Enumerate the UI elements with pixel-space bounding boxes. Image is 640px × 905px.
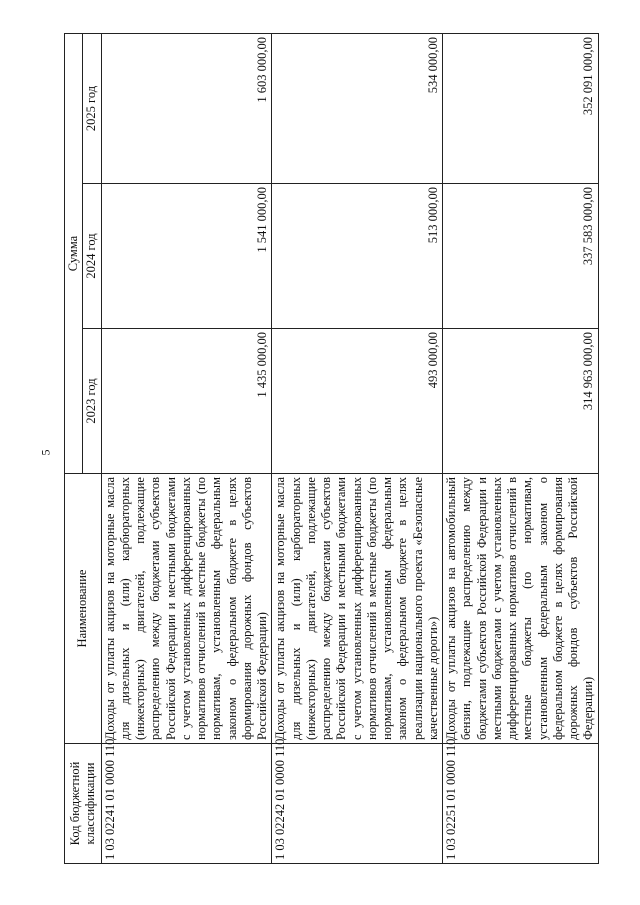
page-number: 5 <box>38 449 53 456</box>
row-code: 1 03 02241 01 0000 110 <box>101 744 272 864</box>
row-amount-2024: 513 000,00 <box>272 184 443 329</box>
header-code: Код бюджетной классификации <box>65 744 102 864</box>
row-amount-2025: 534 000,00 <box>272 33 443 183</box>
header-year-2023: 2023 год <box>83 329 101 474</box>
header-sum: Сумма <box>65 33 83 473</box>
table-row <box>272 33 443 863</box>
row-code: 1 03 02242 01 0000 110 <box>272 744 443 864</box>
row-amount-2023: 314 963 000,00 <box>443 329 599 474</box>
header-year-2025: 2025 год <box>83 33 101 183</box>
table-row <box>443 33 599 863</box>
row-amount-2025: 352 091 000,00 <box>443 33 599 183</box>
rotated-page <box>64 34 596 864</box>
row-amount-2023: 1 435 000,00 <box>101 329 272 474</box>
header-year-2024: 2024 год <box>83 184 101 329</box>
row-amount-2023: 493 000,00 <box>272 329 443 474</box>
budget-table <box>64 33 599 864</box>
row-amount-2025: 1 603 000,00 <box>101 33 272 183</box>
row-name: Доходы от уплаты акцизов на моторные масла для дизельных и (или) карбюраторных (инжекторных) двигателей, подлежащие распределению между бюджетами субъектов Российской Федерации и местными бюджетами с учетом установленных дифференцированных нормативов отчислений в местные бюджеты (по нормативам, установленным федеральным законом о федеральном бюджете в целях формирования дорожных фондов субъектов Российской Федерации) <box>101 474 272 744</box>
table-row <box>101 33 272 863</box>
row-code: 1 03 02251 01 0000 110 <box>443 744 599 864</box>
header-name: Наименование <box>65 474 102 744</box>
header-row <box>65 33 83 863</box>
row-amount-2024: 1 541 000,00 <box>101 184 272 329</box>
row-name: Доходы от уплаты акцизов на моторные масла для дизельных и (или) карбюраторных (инжекторных) двигателей, подлежащие распределению между бюджетами субъектов Российской Федерации и местными бюджетами с учетом установленных дифференцированных нормативов отчислений в местные бюджеты (по нормативам, установленным федеральным законом о федеральном бюджете в целях реализации национального проекта «Безопасные качественные дороги») <box>272 474 443 744</box>
row-name: Доходы от уплаты акцизов на автомобильный бензин, подлежащие распределению между бюджетами субъектов Российской Федерации и местными бюджетами с учетом установленных дифференцированных нормативов отчислений в местные бюджеты (по нормативам, установленным федеральным законом о федеральном бюджете в целях формирования дорожных фондов субъектов Российской Федерации) <box>443 474 599 744</box>
row-amount-2024: 337 583 000,00 <box>443 184 599 329</box>
